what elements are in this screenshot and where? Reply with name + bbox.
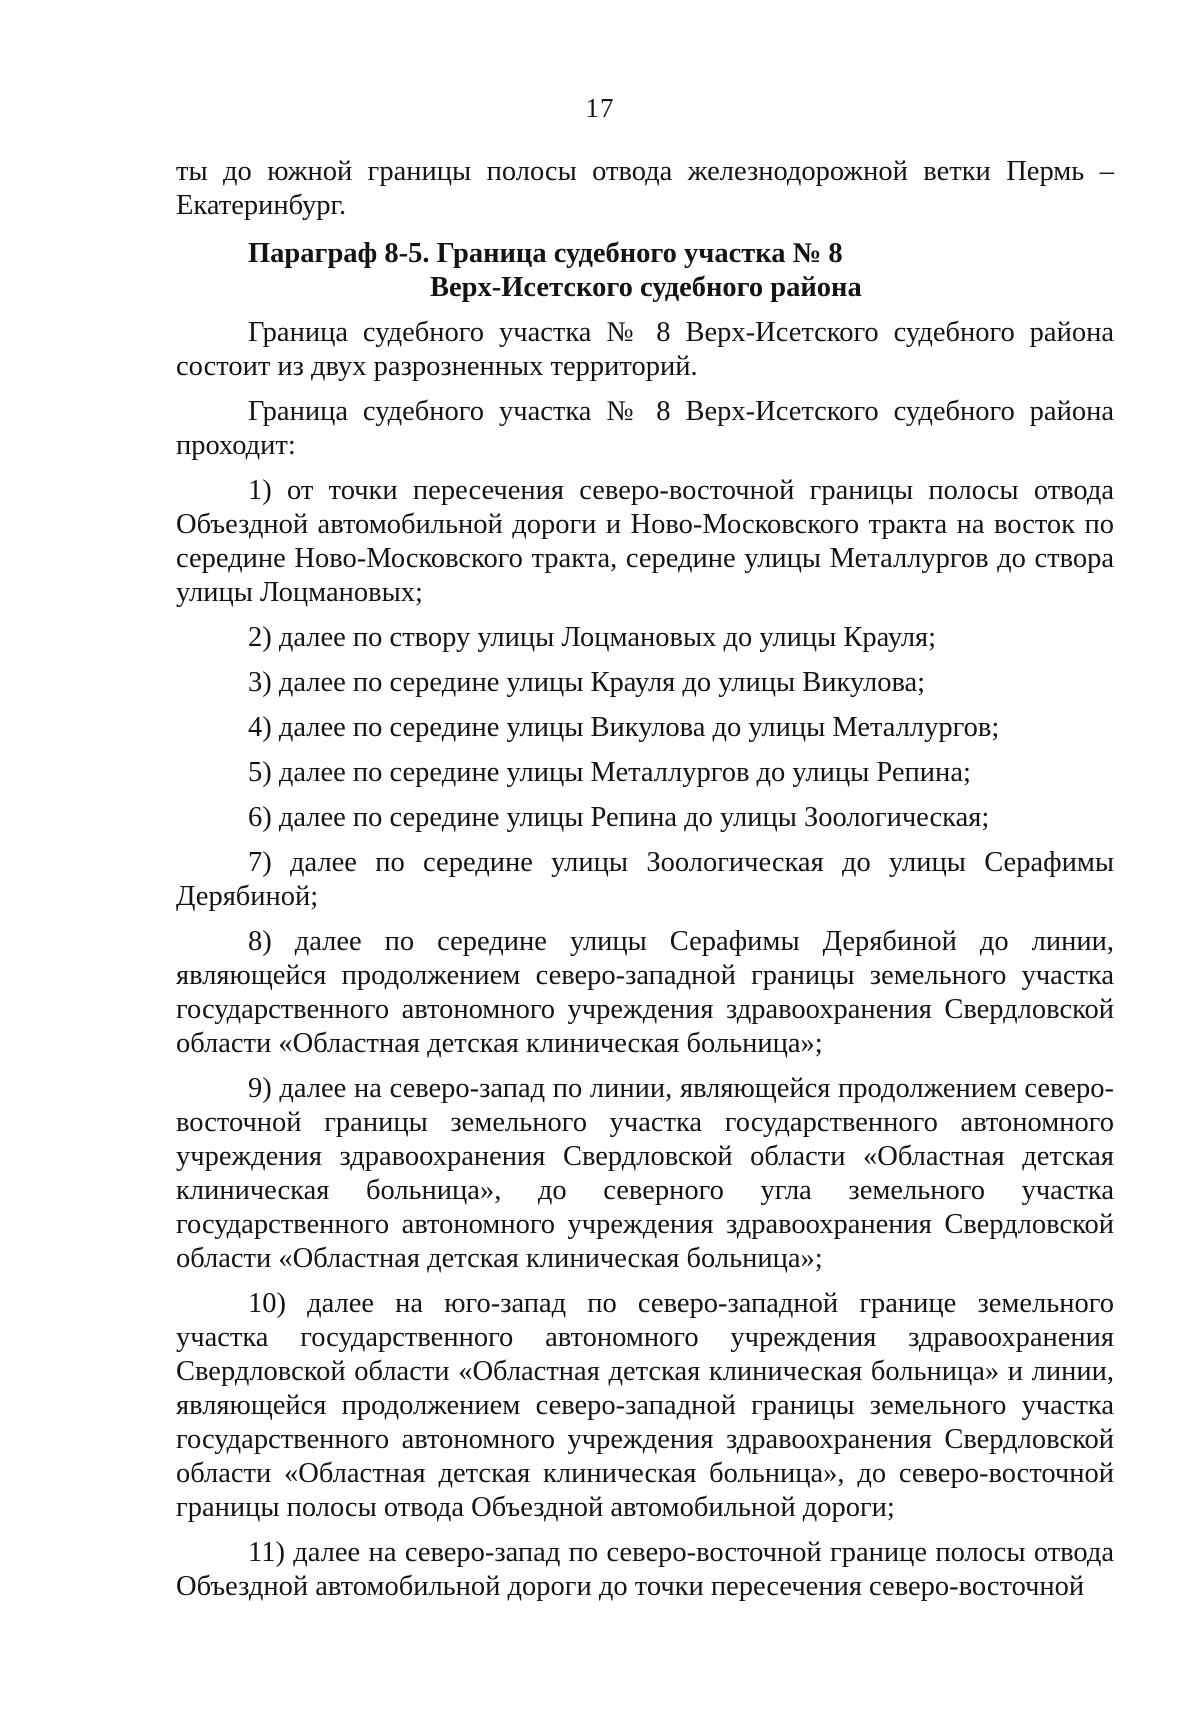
list-item-5: 5) далее по середине улицы Металлургов до улицы Репина; [248, 757, 971, 788]
intro-paragraph: ты до южной границы полосы отвода железнодорожной ветки Пермь – Екатеринбург. [176, 156, 1114, 221]
list-item-2: 2) далее по створу улицы Лоцмановых до улицы Крауля; [248, 622, 937, 653]
list-item-3: 3) далее по середине улицы Крауля до улицы Викулова; [248, 667, 926, 698]
section-heading-line-1: Параграф 8-5. Граница судебного участка № 8 [248, 238, 843, 269]
list-item-11: 11) далее на северо-запад по северо-восточной границе полосы отвода Объездной автомобильной дороги до точки пересечения северо-восточной [176, 1537, 1114, 1602]
list-item-4: 4) далее по середине улицы Викулова до улицы Металлургов; [248, 712, 1000, 743]
list-item-1: 1) от точки пересечения северо-восточной границы полосы отвода Объездной автомобильной дороги и Ново-Московского тракта на восток по середине Ново-Московского тракта, середине улицы Металлургов до створа улицы Лоцмановых; [176, 475, 1114, 608]
section-heading-line-2: Верх-Исетского судебного района [430, 272, 862, 303]
paragraph-territories: Граница судебного участка № 8 Верх-Исетского судебного района состоит из двух разрозненных территорий. [176, 317, 1114, 382]
document-body [176, 155, 1114, 1604]
list-item-9: 9) далее на северо-запад по линии, являющейся продолжением северо-восточной границы земельного участка государственного автономного учреждения здравоохранения Свердловской области «Областная детская клиническая больница», до северного угла земельного участка государственного автономного учреждения здравоохранения Свердловской области «Областная детская клиническая больница»; [176, 1073, 1114, 1274]
list-item-7: 7) далее по середине улицы Зоологическая до улицы Серафимы Дерябиной; [176, 847, 1114, 912]
paragraph-passes: Граница судебного участка № 8 Верх-Исетского судебного района проходит: [176, 396, 1114, 461]
list-item-8: 8) далее по середине улицы Серафимы Дерябиной до линии, являющейся продолжением северо-западной границы земельного участка государственного автономного учреждения здравоохранения Свердловской области «Областная детская клиническая больница»; [176, 926, 1114, 1059]
list-item-6: 6) далее по середине улицы Репина до улицы Зоологическая; [248, 802, 990, 833]
page-number: 17 [585, 93, 615, 123]
section-heading [176, 237, 1114, 305]
list-item-10: 10) далее на юго-запад по северо-западной границе земельного участка государственного автономного учреждения здравоохранения Свердловской области «Областная детская клиническая больница» и линии, являющейся продолжением северо-западной границы земельного участка государственного автономного учреждения здравоохранения Свердловской области «Областная детская клиническая больница», до северо-восточной границы полосы отвода Объездной автомобильной дороги; [176, 1288, 1114, 1523]
